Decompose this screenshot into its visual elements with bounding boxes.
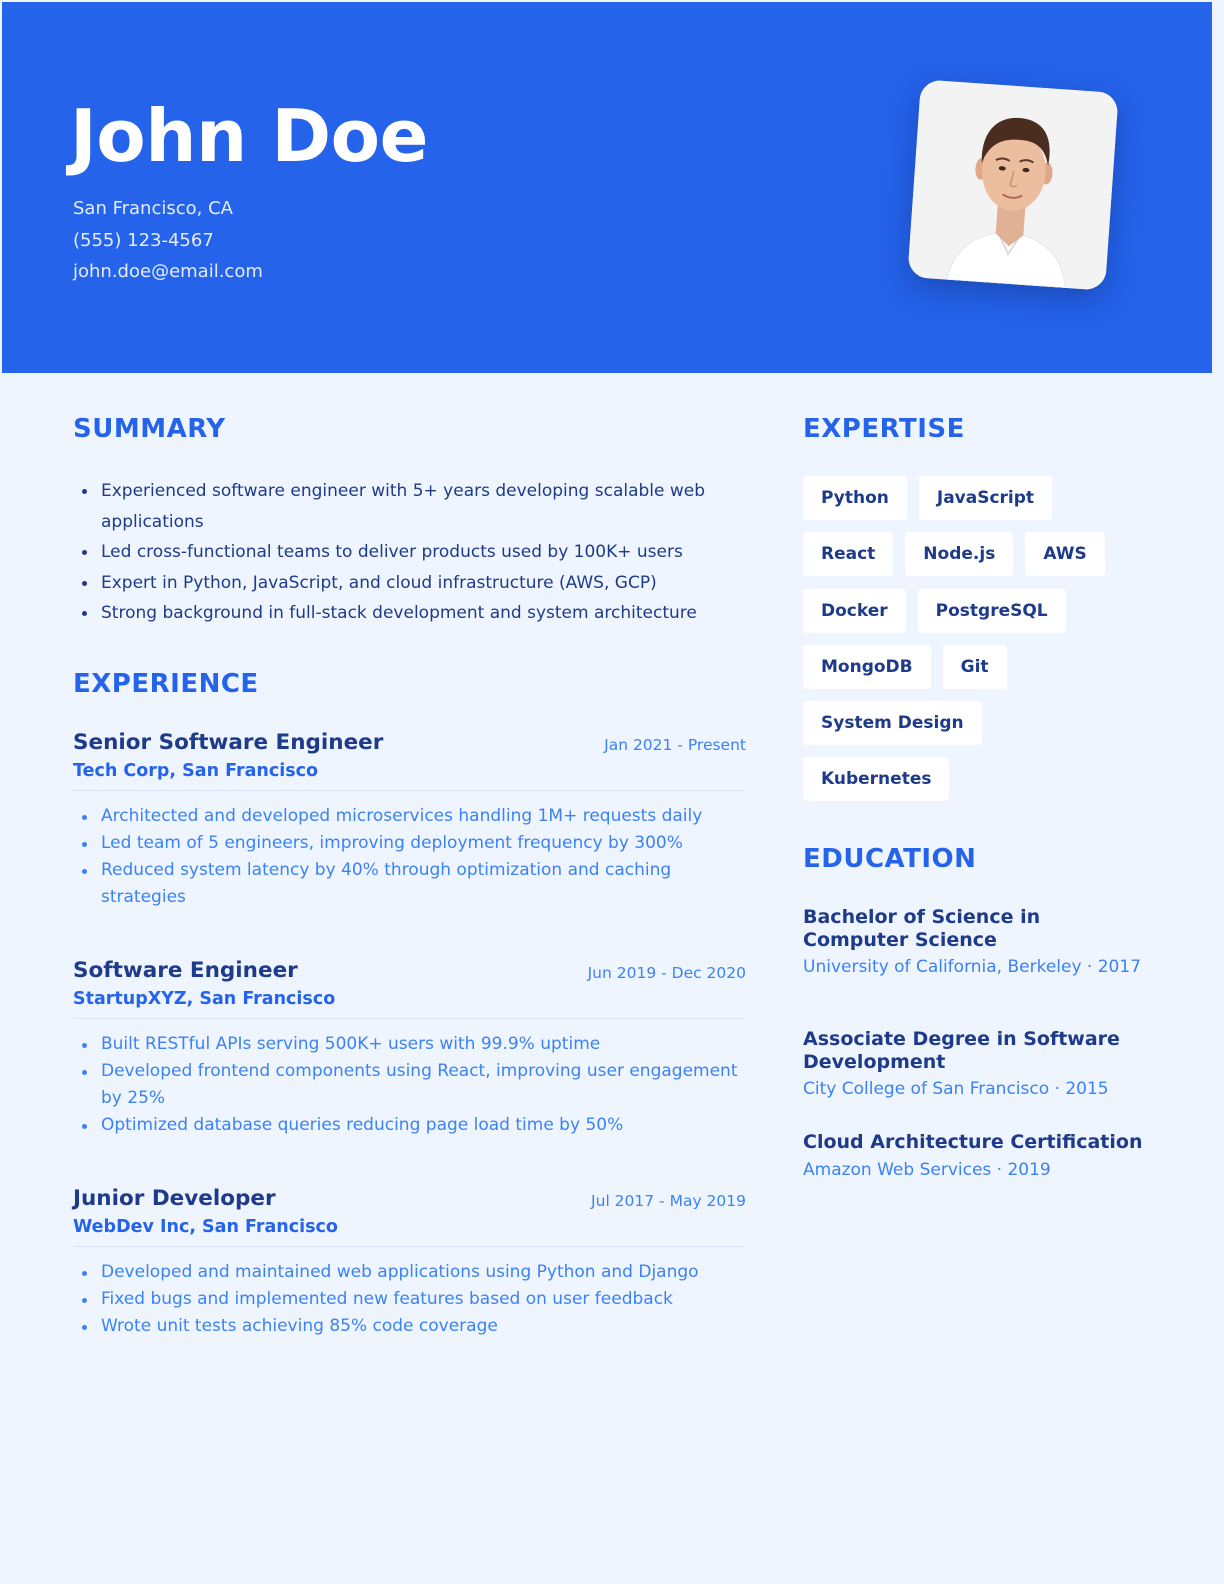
skill-tag: PostgreSQL: [918, 589, 1066, 633]
skill-tag: Node.js: [905, 532, 1013, 576]
skill-tag: System Design: [803, 701, 982, 745]
job-entry: [73, 958, 746, 1139]
job-dates: Jun 2019 - Dec 2020: [587, 964, 746, 982]
job-bullet: Led team of 5 engineers, improving deployment frequency by 300%: [73, 830, 746, 857]
job-bullets: [73, 803, 746, 911]
school-info: Amazon Web Services · 2019: [803, 1159, 1051, 1180]
contact-info: [73, 197, 263, 292]
job-bullet: Fixed bugs and implemented new features based on user feedback: [73, 1286, 746, 1313]
job-bullet: Optimized database queries reducing page load time by 50%: [73, 1112, 746, 1139]
job-dates: Jul 2017 - May 2019: [591, 1192, 746, 1210]
job-entry: [73, 1186, 746, 1340]
summary-item: Strong background in full-stack development and system architecture: [73, 598, 753, 629]
school-info: University of California, Berkeley · 2017: [803, 957, 1142, 977]
job-bullet: Developed frontend components using React, improving user engagement by 25%: [73, 1058, 746, 1112]
expertise-heading: EXPERTISE: [803, 414, 965, 444]
resume-page: [2, 2, 1212, 1566]
education-entry: [803, 1131, 1148, 1180]
job-bullet: Developed and maintained web applications using Python and Django: [73, 1259, 746, 1286]
job-entry: [73, 730, 746, 911]
summary-item: Expert in Python, JavaScript, and cloud infrastructure (AWS, GCP): [73, 568, 753, 599]
skill-tag: AWS: [1025, 532, 1104, 576]
skill-tag: MongoDB: [803, 645, 931, 689]
degree-title: Cloud Architecture Certification: [803, 1131, 1143, 1153]
job-company: WebDev Inc, San Francisco: [73, 1217, 746, 1247]
phone-text: (555) 123-4567: [73, 229, 214, 251]
education-entry: [803, 906, 1148, 978]
portrait-image: [907, 79, 1118, 290]
job-title: Junior Developer: [73, 1186, 276, 1211]
job-bullet: Wrote unit tests achieving 85% code coverage: [73, 1313, 746, 1340]
candidate-name: John Doe: [70, 94, 428, 178]
job-company: Tech Corp, San Francisco: [73, 761, 746, 791]
degree-title: Associate Degree in Software Development: [803, 1028, 1120, 1073]
experience-heading: EXPERIENCE: [73, 669, 259, 699]
education-entry: [803, 1028, 1148, 1100]
job-title: Software Engineer: [73, 958, 298, 983]
summary-heading: SUMMARY: [73, 414, 226, 444]
school-info: City College of San Francisco · 2015: [803, 1079, 1109, 1099]
summary-item: Led cross-functional teams to deliver products used by 100K+ users: [73, 537, 753, 568]
skill-tag: Python: [803, 476, 907, 520]
skill-tag: Git: [943, 645, 1007, 689]
degree-title: Bachelor of Science in Computer Science: [803, 906, 1041, 951]
skill-tag: React: [803, 532, 893, 576]
job-bullet: Architected and developed microservices handling 1M+ requests daily: [73, 803, 746, 830]
summary-list: [73, 476, 753, 629]
job-bullet: Reduced system latency by 40% through optimization and caching strategies: [73, 857, 746, 911]
job-company: StartupXYZ, San Francisco: [73, 989, 746, 1019]
skill-tag: Docker: [803, 589, 906, 633]
job-title: Senior Software Engineer: [73, 730, 384, 755]
job-bullets: [73, 1259, 746, 1340]
job-dates: Jan 2021 - Present: [604, 736, 746, 754]
skill-tag: Kubernetes: [803, 757, 949, 801]
location-text: San Francisco, CA: [73, 198, 233, 219]
email-text: john.doe@email.com: [73, 261, 263, 282]
summary-item: Experienced software engineer with 5+ years developing scalable web applications: [73, 476, 753, 537]
profile-photo: [907, 79, 1118, 290]
skills-list: [803, 476, 1133, 814]
education-heading: EDUCATION: [803, 844, 977, 874]
job-bullet: Built RESTful APIs serving 500K+ users with 99.9% uptime: [73, 1031, 746, 1058]
resume-header: [2, 2, 1212, 373]
skill-tag: JavaScript: [919, 476, 1052, 520]
job-bullets: [73, 1031, 746, 1139]
